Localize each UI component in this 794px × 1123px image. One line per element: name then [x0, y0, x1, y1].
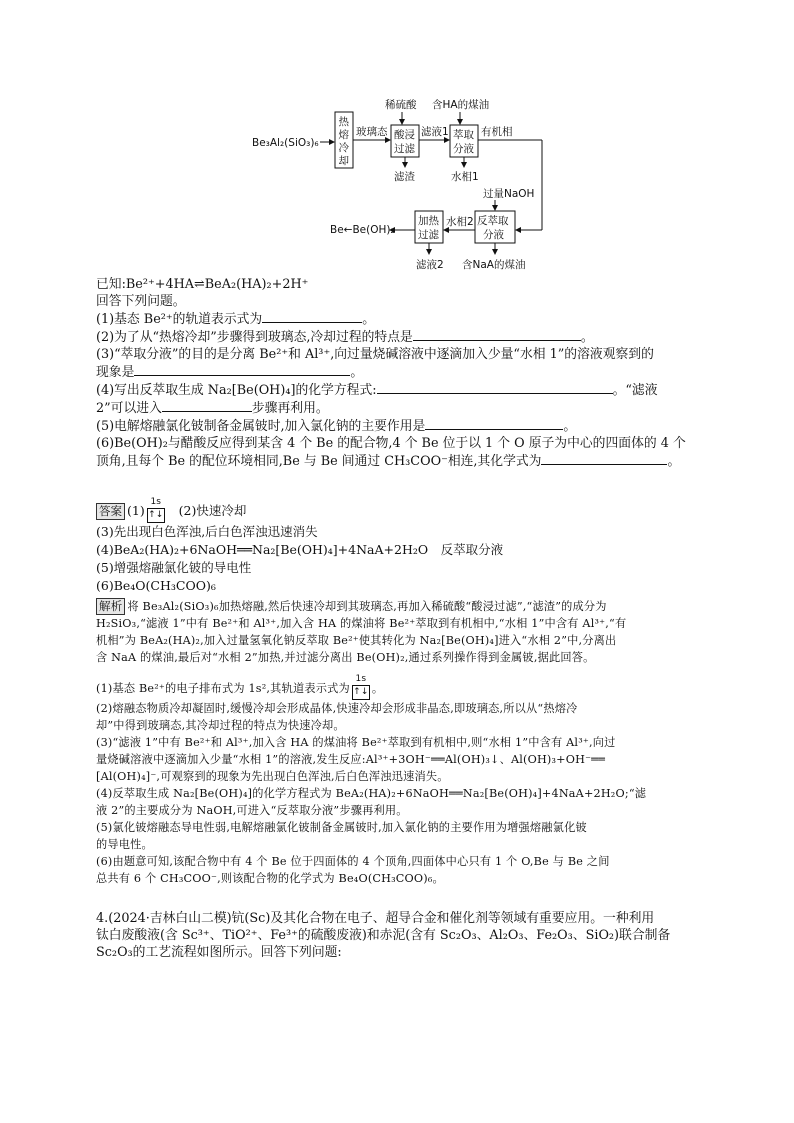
explain-intro-line1 [96, 598, 706, 615]
explain-3c: [Al(OH)₄]⁻,可观察到的现象为先出现白色浑浊,后白色浑浊迅速消失。 [96, 770, 449, 783]
question-4-line2 [96, 399, 706, 417]
next-question-line2: 钛白废酸液(含 Sc³⁺、TiO²⁺、Fe³⁺的硫酸废液)和赤泥(含有 Sc₂O₃、Al₂O₃、Fe₂O₃、SiO₂)联合制备 [96, 928, 671, 943]
q2-blank[interactable] [413, 328, 581, 341]
explain-6a: (6)由题意可知,该配合物中有 4 个 Be 位于四面体的 4 个顶角,四面体中心只有 1 个 O,Be 与 Be 之间 [96, 855, 610, 868]
explain-p1: (1)基态 Be²⁺的电子排布式为 1s²,其轨道表示式为 [96, 682, 350, 695]
next-question-line3: Sc₂O₃的工艺流程如图所示。回答下列问题: [96, 945, 342, 960]
q4-end: 。“滤液 [612, 383, 658, 398]
q4-step-blank[interactable] [162, 399, 252, 412]
q3-blank[interactable] [134, 363, 350, 376]
prompt-text: 回答下列问题。 [96, 294, 186, 309]
answer-tag: 答案 [96, 503, 125, 520]
process-flow-diagram [250, 90, 560, 280]
explain-1 [96, 674, 706, 700]
answer-1-label: (1) [127, 503, 145, 518]
organic-phase-label: 有机相 [481, 126, 513, 138]
filtrate2-label: 滤液2 [416, 259, 444, 271]
aqueous-phase1-label: 水相1 [451, 171, 479, 183]
step5-line-0: 加热 [418, 215, 439, 227]
q4-text: (4)写出反萃取生成 Na₂[Be(OH)₄]的化学方程式: [96, 383, 377, 398]
question-4-line1 [96, 381, 706, 399]
explain-4b: 液 2”的主要成分为 NaOH,可进入“反萃取分液”步骤再利用。 [96, 804, 408, 817]
q4b-text: 2”可以进入 [96, 401, 162, 416]
step5-line-1: 过滤 [418, 229, 439, 241]
q6-period: 。 [667, 454, 681, 469]
q2-period: 。 [580, 330, 594, 345]
glass-state-label: 玻璃态 [356, 126, 388, 138]
orbital-label: 1s [150, 497, 161, 507]
q1-period: 。 [362, 312, 376, 327]
orbital-arrows-2: ↑↓ [353, 687, 369, 697]
answer-4: (4)BeA₂(HA)₂+6NaOH══Na₂[Be(OH)₄]+4NaA+2H₂O 反萃取分液 [96, 542, 504, 557]
q6-blank[interactable] [541, 452, 667, 465]
q5-period: 。 [563, 419, 577, 434]
explain-2b: 却”中得到玻璃态,其冷却过程的特点为快速冷却。 [96, 719, 345, 732]
explain-intro-line3: 机相”为 BeA₂(HA)₂,加入过量氢氧化钠反萃取 Be²⁺使其转化为 Na₂[Be(OH)₄]进入“水相 2”中,分离出 [96, 634, 617, 647]
q1-text: (1)基态 Be²⁺的轨道表示式为 [96, 312, 263, 327]
step1-char-0: 热 [338, 116, 349, 128]
q5-blank[interactable] [425, 417, 563, 430]
orbital-label-2: 1s [355, 674, 367, 684]
flow-svg [250, 90, 560, 280]
dilute-sulfuric-acid-label: 稀硫酸 [385, 99, 417, 111]
question-1 [96, 310, 706, 328]
next-question-line1: 4.(2024·吉林白山二模)钪(Sc)及其化合物在电子、超导合金和催化剂等领域有重要应用。一种利用 [96, 911, 655, 926]
answer-2: (2)快速冷却 [178, 503, 247, 518]
residue-label: 滤渣 [394, 171, 415, 183]
explain-5a: (5)氯化铍熔融态导电性弱,电解熔融氯化铍制备金属铍时,加入氯化钠的主要作用为增强熔融氯化铍 [96, 821, 587, 834]
next-question-block [96, 910, 706, 961]
q6-text: 顶角,且每个 Be 的配位环境相同,Be 与 Be 间通过 CH₃COO⁻相连,其化学式为 [96, 454, 542, 469]
step1-char-3: 却 [338, 155, 349, 167]
orbital-arrows: ↑↓ [148, 510, 164, 520]
question-5 [96, 417, 706, 435]
question-3-line2 [96, 363, 706, 381]
answer-5: (5)增强熔融氯化铍的导电性 [96, 560, 252, 575]
explain-4a: (4)反萃取生成 Na₂[Be(OH)₄]的化学方程式为 BeA₂(HA)₂+6NaOH══Na₂[Be(OH)₄]+4NaA+2H₂O;“滤 [96, 787, 647, 800]
q2-text: (2)为了从“热熔冷却”步骤得到玻璃态,冷却过程的特点是 [96, 330, 413, 345]
answer-3: (3)先出现白色浑浊,后白色浑浊迅速消失 [96, 524, 318, 539]
naa-kerosene-label: 含NaA的煤油 [462, 259, 526, 271]
raw-material-label: Be₃Al₂(SiO₃)₆ [252, 137, 319, 149]
explain-6b: 总共有 6 个 CH₃COO⁻,则该配合物的化学式为 Be₄O(CH₃COO)₆。 [96, 872, 444, 885]
step2-line-1: 过滤 [394, 143, 415, 155]
step1-char-1: 熔 [338, 129, 349, 141]
explain-3a: (3)“滤液 1”中有 Be²⁺和 Al³⁺,加入含 HA 的煤油将 Be²⁺萃取到有机相中,则“水相 1”中含有 Al³⁺,向过 [96, 736, 616, 749]
q1-blank[interactable] [262, 310, 362, 323]
ha-kerosene-label: 含HA的煤油 [432, 99, 490, 111]
filtrate1-label: 滤液1 [421, 126, 449, 138]
explanation-block [96, 598, 706, 887]
explain-intro-line2: H₂SiO₃,“滤液 1”中有 Be²⁺和 Al³⁺,加入含 HA 的煤油将 Be²⁺萃取到有机相中,“水相 1”中含有 Al³⁺,“有 [96, 617, 627, 630]
explain-intro-line4: 含 NaA 的煤油,最后对“水相 2”加热,并过滤分离出 Be(OH)₂,通过系列操作得到金属铍,据此回答。 [96, 651, 595, 664]
step3-line-1: 分液 [453, 143, 474, 155]
explain-3b: 量烧碱溶液中逐滴加入少量“水相 1”的溶液,发生反应:Al³⁺+3OH⁻══Al(OH)₃↓、Al(OH)₃+OH⁻══ [96, 753, 606, 766]
question-2 [96, 328, 706, 346]
explain-tag: 解析 [96, 598, 125, 615]
orbital-box-icon [147, 497, 165, 523]
explain-p0a: 将 Be₃Al₂(SiO₃)₆加热熔融,然后快速冷却到其玻璃态,再加入稀硫酸“酸浸过滤”,“滤渣”的成分为 [127, 600, 607, 613]
q4-equation-blank[interactable] [377, 381, 613, 394]
q5-text: (5)电解熔融氯化铍制备金属铍时,加入氯化钠的主要作用是 [96, 419, 426, 434]
excess-naoh-label: 过量NaOH [483, 188, 535, 200]
orbital-box-icon-2 [352, 674, 370, 700]
known-equation: 已知:Be²⁺+4HA⇌BeA₂(HA)₂+2H⁺ [96, 277, 309, 292]
step3-line-0: 萃取 [453, 129, 474, 141]
q3-period: 。 [350, 365, 364, 380]
question-6-line2 [96, 452, 706, 470]
q3-text: 现象是 [96, 365, 135, 380]
q4b-end: 步骤再利用。 [251, 401, 329, 416]
step4-line-1: 分液 [483, 229, 504, 241]
product-beryllium-label: Be←Be(OH)₂ [330, 224, 395, 236]
explain-p1-period: 。 [371, 682, 384, 695]
answer-block [96, 496, 706, 595]
aqueous-phase2-label: 水相2 [446, 216, 474, 228]
question-block [96, 276, 706, 470]
step2-line-0: 酸浸 [394, 129, 415, 141]
answer-6: (6)Be₄O(CH₃COO)₆ [96, 578, 216, 593]
step1-char-2: 冷 [338, 142, 349, 154]
question-3-line1: (3)“萃取分液”的目的是分离 Be²⁺和 Al³⁺,向过量烧碱溶液中逐滴加入少量“水相 1”的溶液观察到的 [96, 347, 654, 362]
explain-2a: (2)熔融态物质冷却凝固时,缓慢冷却会形成晶体,快速冷却会形成非晶态,即玻璃态,所以从“热熔冷 [96, 702, 578, 715]
explain-5b: 的导电性。 [96, 838, 153, 851]
answer-line-1 [96, 496, 706, 523]
question-6-line1: (6)Be(OH)₂与醋酸反应得到某含 4 个 Be 的配合物,4 个 Be 位于以 1 个 O 原子为中心的四面体的 4 个 [96, 436, 686, 451]
step4-line-0: 反萃取 [477, 215, 509, 227]
